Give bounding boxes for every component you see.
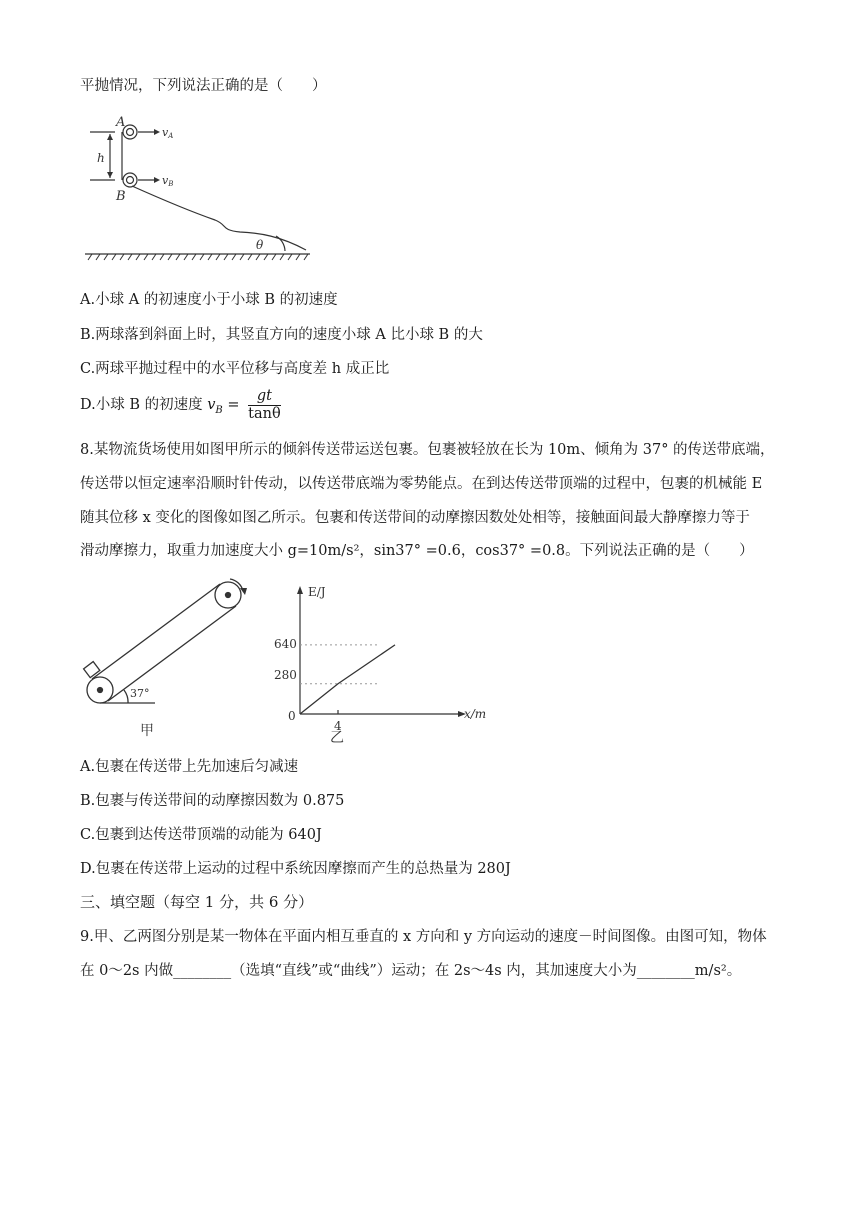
series-line-0 xyxy=(300,645,395,714)
y-axis-label: E/J xyxy=(308,585,326,599)
section-title: 三、填空题（每空 1 分，共 6 分） xyxy=(80,893,314,911)
tick-640: 640 xyxy=(274,637,297,651)
q8-line-3: 随其位移 x 变化的图像如图乙所示。包裹和传送带间的动摩擦因数处处相等，接触面间最大静摩擦力等于 xyxy=(80,510,750,526)
q8-option-a: A.包裹在传送带上先加速后匀减速 xyxy=(80,759,299,775)
figure-yi-caption: 乙 xyxy=(330,730,344,745)
tick-280: 280 xyxy=(274,668,297,682)
q8-line-1: 8.某物流货场使用如图甲所示的倾斜传送带运送包裹。包裹被轻放在长为 10m、倾角为 37° 的传送带底端， xyxy=(80,442,775,458)
q8-line-2: 传送带以恒定速率沿顺时针传动，以传送带底端为零势能点。在到达传送带顶端的过程中，包裹的机械能 E xyxy=(80,476,763,492)
label-a: A xyxy=(116,115,126,130)
label-b: B xyxy=(116,189,126,204)
fraction-numerator: gt xyxy=(248,388,281,406)
label-theta: θ xyxy=(256,238,264,252)
q8-line-4: 滑动摩擦力，取重力加速度大小 g=10m/s²，sin37° =0.6，cos37° =0.8。下列说法正确的是（ ） xyxy=(80,543,754,559)
x-axis-label: x/m xyxy=(464,707,487,721)
q7-stem-tail: 平抛情况，下列说法正确的是（ ） xyxy=(80,78,327,94)
q7-option-d-prefix: D.小球 B 的初速度 xyxy=(80,397,208,413)
q9-line-1: 9.甲、乙两图分别是某一物体在平面内相互垂直的 x 方向和 y 方向运动的速度－时间图像。由图可知，物体 xyxy=(80,929,767,945)
label-va: v xyxy=(162,126,169,139)
origin-label: 0 xyxy=(288,709,296,723)
q9-line-2: 在 0～2s 内做________（选填“直线”或“曲线”）运动；在 2s～4s 内，其加速度大小为________m/s²。 xyxy=(80,963,742,979)
tick-4: 4 xyxy=(334,719,342,733)
angle-label: 37° xyxy=(130,687,150,700)
label-vb-sub: B xyxy=(168,180,174,188)
label-va-sub: A xyxy=(168,132,174,140)
q8-option-b: B.包裹与传送带间的动摩擦因数为 0.875 xyxy=(80,793,345,809)
q7-figure xyxy=(80,108,320,268)
fraction-denominator: tanθ xyxy=(248,405,281,422)
fraction xyxy=(248,388,281,423)
q7-option-d-sub: B xyxy=(215,404,223,416)
q8-option-d: D.包裹在传送带上运动的过程中系统因摩擦而产生的总热量为 280J xyxy=(80,861,511,877)
q8-option-c: C.包裹到达传送带顶端的动能为 640J xyxy=(80,827,322,843)
conveyor-figure xyxy=(80,575,270,740)
svg-text:vA xyxy=(162,126,173,140)
label-h: h xyxy=(97,151,105,165)
svg-text:vB xyxy=(162,174,173,188)
q7-option-b: B.两球落到斜面上时，其竖直方向的速度小球 A 比小球 B 的大 xyxy=(80,327,483,343)
q7-option-a: A.小球 A 的初速度小于小球 B 的初速度 xyxy=(80,292,338,308)
label-vb: v xyxy=(162,174,169,187)
q7-option-d-eq: = xyxy=(222,397,245,413)
ball-b xyxy=(123,173,137,187)
q7-option-d-var: v xyxy=(207,397,216,413)
q7-option-c: C.两球平抛过程中的水平位移与高度差 h 成正比 xyxy=(80,361,390,377)
q7-option-d xyxy=(80,386,281,430)
figure-jia-caption: 甲 xyxy=(140,723,154,739)
ex-chart xyxy=(268,580,498,745)
